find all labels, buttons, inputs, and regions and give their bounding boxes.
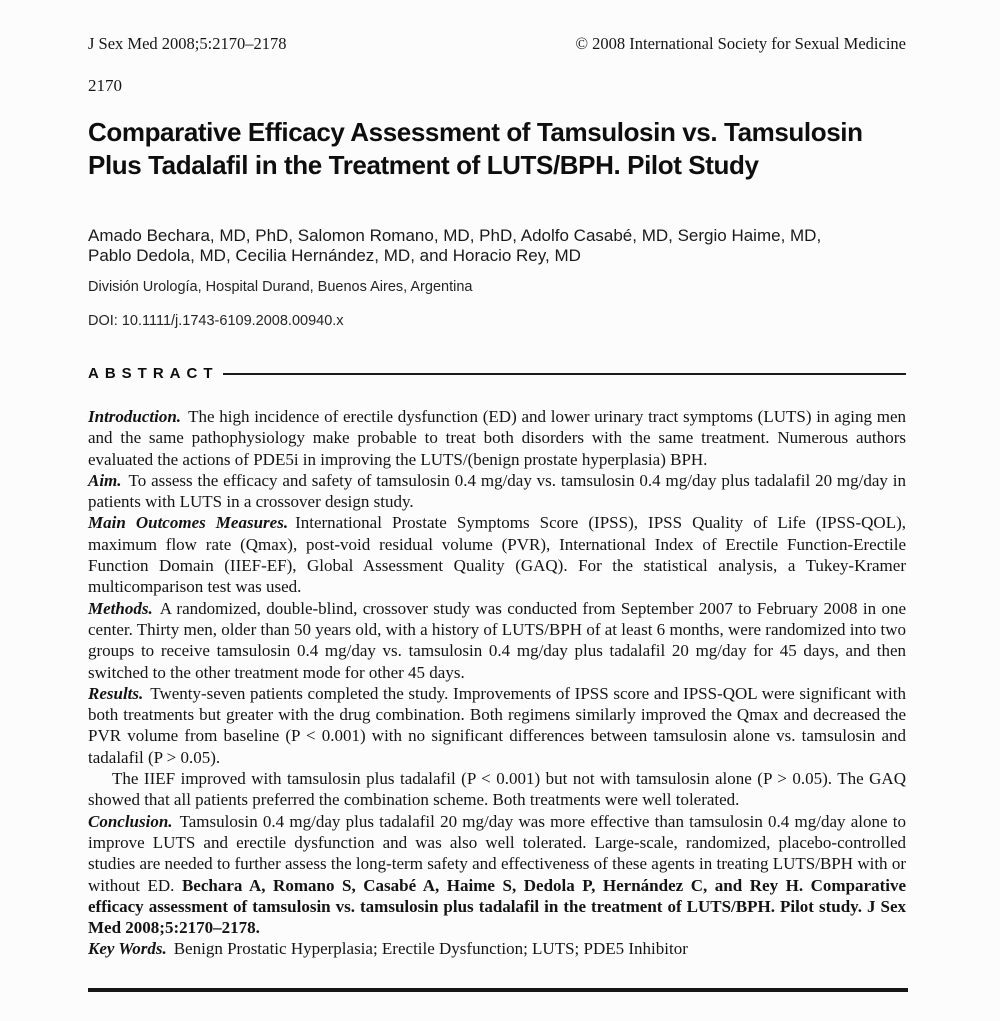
author-line-1: Amado Bechara, MD, PhD, Salomon Romano, MD, PhD, Adolfo Casabé, MD, Sergio Haime, MD, xyxy=(88,226,822,245)
abstract-section-introduction xyxy=(88,406,906,470)
section-text: The IIEF improved with tamsulosin plus tadalafil (P < 0.001) but not with tamsulosin alone (P > 0.05). The GAQ showed that all patients preferred the combination scheme. Both treatments were well tolerated. xyxy=(88,769,906,810)
abstract-section-main-outcomes xyxy=(88,512,906,597)
doi: DOI: 10.1111/j.1743-6109.2008.00940.x xyxy=(88,313,344,329)
section-label: Introduction. xyxy=(88,407,182,426)
footer-rule xyxy=(88,988,908,992)
section-text: Twenty-seven patients completed the study. Improvements of IPSS score and IPSS-QOL were significant with both treatments but greater with the drug combination. Both regimens similarly improved the Qmax and decreased the PVR volume from baseline (P < 0.001) with no significant differences between tamsulosin alone vs. tamsulosin and tadalafil (P > 0.05). xyxy=(88,683,906,767)
keywords-label: Key Words. xyxy=(88,939,167,959)
affiliation: División Urología, Hospital Durand, Buenos Aires, Argentina xyxy=(88,279,473,295)
section-text: The high incidence of erectile dysfunction (ED) and lower urinary tract symptoms (LUTS) in aging men and the same pathophysiology make probable to treat both disorders with the same treatment. Numerous authors evaluated the actions of PDE5i in improving the LUTS/(benign prostate hyperplasia) BPH. xyxy=(88,407,906,469)
section-text: To assess the efficacy and safety of tamsulosin 0.4 mg/day vs. tamsulosin 0.4 mg/day plus tadalafil 20 mg/day in patients with LUTS in a crossover design study. xyxy=(88,470,906,512)
abstract-heading: ABSTRACT xyxy=(88,365,219,382)
page-number: 2170 xyxy=(88,76,122,95)
abstract-section-methods xyxy=(88,598,906,683)
page-header xyxy=(88,34,906,54)
section-label: Conclusion. xyxy=(88,811,173,831)
page-content xyxy=(88,0,906,960)
section-text: Tamsulosin 0.4 mg/day plus tadalafil 20 mg/day was more effective than tamsulosin 0.4 mg/day alone to improve LUTS and erectile dysfunction and was also well tolerated. Large-scale, randomized, placebo-controlled studies are needed to further assess the long-term safety and effectiveness of these agents in treating LUTS/BPH with or without ED. xyxy=(88,811,906,895)
title-line-2: Plus Tadalafil in the Treatment of LUTS/BPH. Pilot Study xyxy=(88,150,759,180)
section-text: A randomized, double-blind, crossover study was conducted from September 2007 to February 2008 in one center. Thirty men, older than 50 years old, with a history of LUTS/BPH of at least 6 months, were randomized into two groups to receive tamsulosin 0.4 mg/day vs. tamsulosin 0.4 mg/day plus tadalafil 20 mg/day for 45 days, and then switched to the other treatment mode for other 45 days. xyxy=(88,598,906,682)
bold-citation: Bechara A, Romano S, Casabé A, Haime S, Dedola P, Hernández C, and Rey H. Comparative efficacy assessment of tamsulosin vs. tamsulosin plus tadalafil in the treatment of LUTS/BPH. Pilot study. J Sex Med 2008;5:2170–2178. xyxy=(88,875,906,938)
title-line-1: Comparative Efficacy Assessment of Tamsulosin vs. Tamsulosin xyxy=(88,117,863,147)
author-line-2: Pablo Dedola, MD, Cecilia Hernández, MD, and Horacio Rey, MD xyxy=(88,246,581,265)
author-list xyxy=(88,226,906,266)
journal-reference: J Sex Med 2008;5:2170–2178 xyxy=(88,34,287,53)
abstract-section-results-continued xyxy=(88,768,906,811)
section-label: Results. xyxy=(88,683,144,703)
section-text: International Prostate Symptoms Score (IPSS), IPSS Quality of Life (IPSS-QOL), maximum flow rate (Qmax), post-void residual volume (PVR), International Index of Erectile Function-Erectile Function Domain (IIEF-EF), Global Assessment Quality (GAQ). For the statistical analysis, a Tukey-Kramer multicomparison test was used. xyxy=(88,513,907,597)
keywords-text: Benign Prostatic Hyperplasia; Erectile Dysfunction; LUTS; PDE5 Inhibitor xyxy=(173,939,688,959)
abstract-section-aim xyxy=(88,470,906,513)
section-label: Aim. xyxy=(88,470,122,490)
abstract-section-conclusion xyxy=(88,811,906,939)
article-title xyxy=(88,116,906,182)
copyright-notice: © 2008 International Society for Sexual Medicine xyxy=(575,34,906,53)
abstract-body xyxy=(88,406,906,960)
abstract-section-results xyxy=(88,683,906,768)
abstract-heading-row xyxy=(88,365,906,382)
section-label: Methods. xyxy=(88,598,153,618)
keywords-row xyxy=(88,938,906,959)
section-label: Main Outcomes Measures. xyxy=(88,513,289,533)
abstract-rule xyxy=(223,373,907,375)
